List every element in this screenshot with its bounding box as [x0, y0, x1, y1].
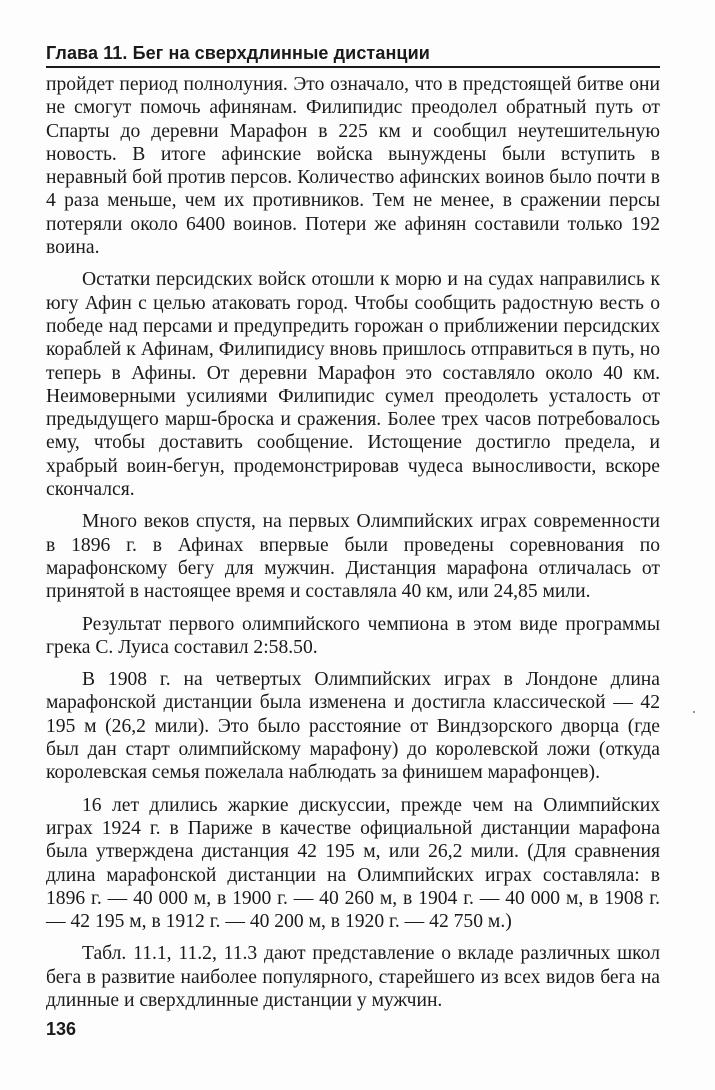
paragraph-4: Результат первого олимпийского чемпиона в этом виде программы грека С. Луиса составил 2:58.50. — [46, 613, 660, 658]
paragraph-5: В 1908 г. на четвертых Олимпийских играх в Лондоне длина марафонской дистанции была изменена и достигла классической — 42 195 м (26,2 мили). Это было расстояние от Виндзорского дворца (где был дан старт олимпийскому марафону) до королевской ложи (откуда королевская семья пожелала наблюдать за финишем марафонцев). — [46, 669, 660, 784]
page-number: 136 — [46, 1019, 77, 1039]
paragraph-1: пройдет период полнолуния. Это означало, что в предстоящей битве они не смогут помочь афинянам. Филипидис преодолел обратный путь от Спарты до деревни Марафон в 225 км и сообщил неутешительную новость. В итоге афинские войска вынуждены были вступить в неравный бой против персов. Количество афинских воинов было почти в 4 раза меньше, чем их противников. Тем не менее, в сражении персы потеряли около 6400 воинов. Потери же афинян составили только 192 воина. — [46, 74, 660, 259]
body-text — [46, 73, 660, 1021]
paragraph-7: Табл. 11.1, 11.2, 11.3 дают представление о вкладе различных школ бега в развитие наиболее популярного, старейшего из всех видов бега на длинные и сверхдлинные дистанции у мужчин. — [46, 943, 660, 1011]
paragraph-3: Много веков спустя, на первых Олимпийских играх современности в 1896 г. в Афинах впервые были проведены соревнования по марафонскому бегу для мужчин. Дистанция марафона отличалась от принятой в настоящее время и составляла 40 км, или 24,85 мили. — [46, 511, 660, 603]
paragraph-6: 16 лет длились жаркие дискуссии, прежде чем на Олимпийских играх 1924 г. в Париже в качестве официальной дистанции марафона была утверждена дистанция 42 195 м, или 26,2 мили. (Для сравнения длина марафонской дистанции на Олимпийских играх составляла: в 1896 г. — 40 000 м, в 1900 г. — 40 260 м, в 1904 г. — 40 000 м, в 1908 г. — 42 195 м, в 1912 г. — 40 200 м, в 1920 г. — 42 750 м.) — [46, 794, 660, 933]
chapter-running-head: Глава 11. Бег на сверхдлинные дистанции — [46, 42, 660, 68]
scan-speck — [693, 711, 695, 713]
paragraph-2: Остатки персидских войск отошли к морю и на судах направились к югу Афин с целью атаковать город. Чтобы сообщить радостную весть о победе над персами и предупредить горожан о приближении персидских кораблей к Афинам, Филипидису вновь пришлось отправиться в путь, но теперь в Афины. От деревни Марафон это составляло около 40 км. Неимоверными усилиями Филипидис сумел преодолеть усталость от предыдущего марш-броска и сражения. Более трех часов потребовалось ему, чтобы доставить сообщение. Истощение достигло предела, и храбрый воин-бегун, продемонстрировав чудеса выносливости, вскоре скончался. — [46, 269, 660, 501]
